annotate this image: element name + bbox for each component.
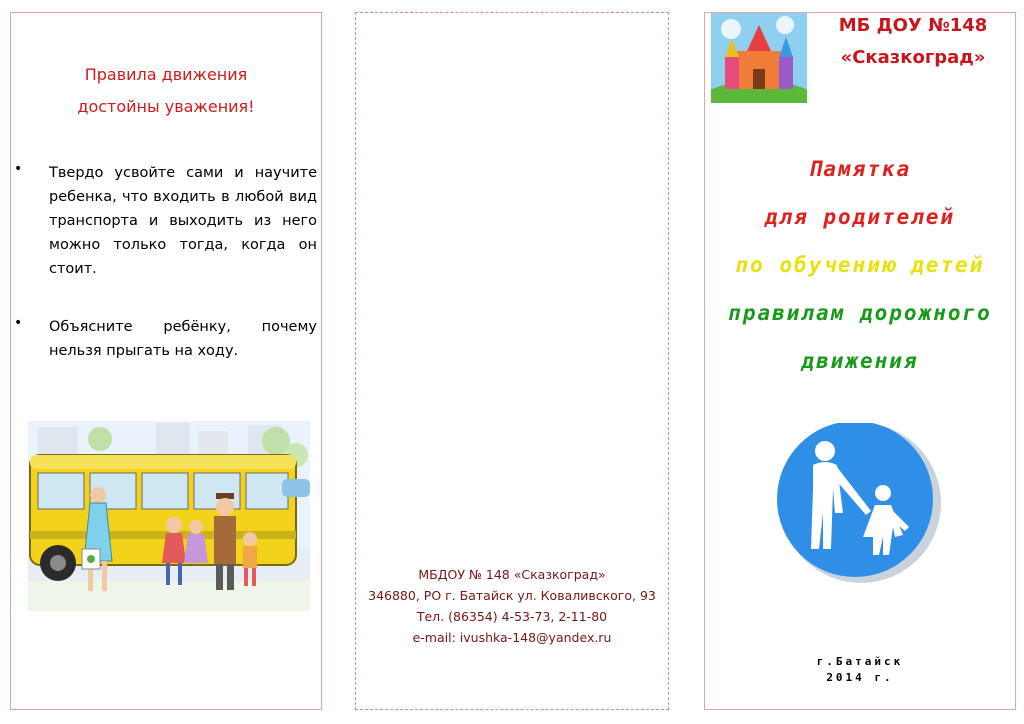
right-panel <box>704 12 1016 710</box>
address-org-name: МБДОУ № 148 «Сказкоград» <box>418 567 606 582</box>
city-name: г.Батайск <box>816 655 904 668</box>
title-line-3: по обучению детей <box>735 253 985 277</box>
org-name-line-1: МБ ДОУ №148 <box>838 15 988 36</box>
bus-stop-illustration <box>28 421 310 611</box>
address-street: 346880, РО г. Батайск ул. Коваливского, 93 <box>368 588 656 603</box>
org-name-line-2: «Сказкоград» <box>840 47 986 68</box>
slogan-line-1: Правила движения <box>84 65 248 84</box>
address-email: e-mail: ivushka-148@yandex.ru <box>412 630 612 645</box>
bullet-text-2: Объясните ребёнку, почему нельзя прыгать на ходу. <box>49 319 317 359</box>
title-line-4: правилам дорожного <box>728 301 992 325</box>
bullet-dot: • <box>14 315 23 331</box>
title-line-2: для родителей <box>764 205 956 229</box>
bullet-dot: • <box>14 161 23 177</box>
pedestrian-sign-icon <box>739 423 979 583</box>
castle-logo-icon <box>711 13 807 103</box>
title-line-5: движения <box>801 349 919 373</box>
year: 2014 г. <box>826 671 894 684</box>
address-phone: Тел. (86354) 4-53-73, 2-11-80 <box>416 609 608 624</box>
title-line-1: Памятка <box>808 157 912 181</box>
left-panel <box>10 12 322 710</box>
middle-panel <box>355 12 669 710</box>
slogan-line-2: достойны уважения! <box>77 97 255 116</box>
bullet-text-1: Твердо усвойте сами и научите ребенка, что входить в любой вид транспорта и выходить из него можно только тогда, когда он стоит. <box>49 165 317 277</box>
